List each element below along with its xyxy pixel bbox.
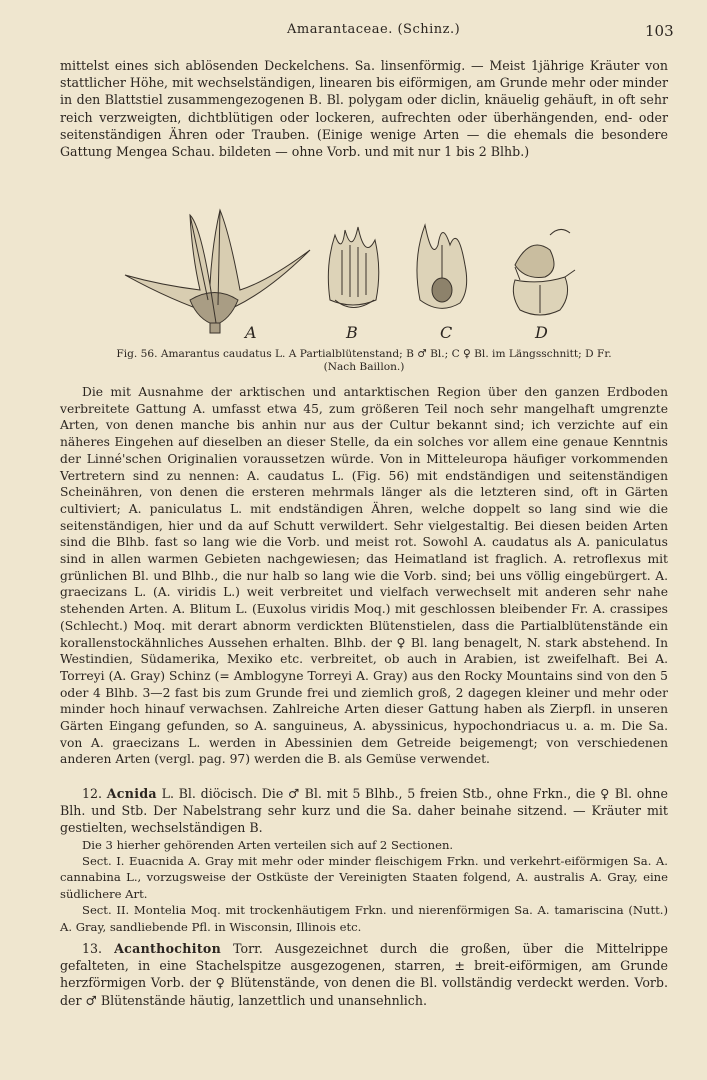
drawing-d: [513, 229, 575, 315]
page-number: 103: [645, 22, 674, 40]
acnida-name: Acnida: [106, 786, 157, 801]
running-head: [0, 20, 707, 42]
acnida-section-2: Sect. II. Montelia Moq. mit trockenhäutigem Frkn. und nierenförmigen Sa. A. tamariscina (Nutt.) A. Gray, sandliebende Pfl. in Wisconsin, Illinois etc.: [60, 903, 668, 934]
figure-56: [120, 205, 600, 345]
acnida-description: L. Bl. diöcisch. Die ♂ Bl. mit 5 Blhb., 5 freien Stb., ohne Frkn., die ♀ Bl. ohne Blh. und Stb. Der Nabelstrang sehr kurz und die Sa. daher beinahe sitzend. — Kräuter mit gestielten, wechselständigen B.: [60, 786, 668, 836]
acnida-block: [60, 785, 668, 935]
caption-line-2: (Nach Baillon.): [323, 361, 405, 373]
running-title: Amarantaceae. (Schinz.): [287, 22, 461, 37]
figure-letter-a: A: [245, 323, 257, 342]
amarantus-illustration: [120, 205, 600, 345]
acanthochiton-description: Torr. Ausgezeichnet durch die großen, über die Mittelrippe gefalteten, in eine Stachelspitze ausgezogenen, starren, ± breit-eiförmigen, am Grunde herzförmigen Vorb. der ♀ Blütenstände, von denen die Bl. vollständig verdeckt werden. Vorb. der ♂ Blütenstände häutig, lanzettlich und unansehnlich.: [60, 941, 669, 1008]
acnida-sections-intro: Die 3 hierher gehörenden Arten verteilen sich auf 2 Sectionen.: [82, 837, 454, 852]
drawing-c: [417, 225, 467, 308]
acnida-number: 12.: [82, 786, 103, 801]
amarantus-paragraph-block: [60, 384, 668, 768]
acanthochiton-block: [60, 940, 668, 1009]
acnida-section-1: Sect. I. Euacnida A. Gray mit mehr oder minder fleischigem Frkn. und verkehrt-eiförmigen Sa. A. cannabina L., vorzugsweise der Ostküste der Vereinigten Staaten folgend, A. australis A. Gray, eine südlichere Art.: [60, 854, 668, 901]
drawing-b: [328, 227, 378, 308]
acanthochiton-number: 13.: [82, 941, 103, 956]
acanthochiton-name: Acanthochiton: [114, 941, 222, 956]
caption-line-1: Fig. 56. Amarantus caudatus L. A Partialblütenstand; B ♂ Bl.; C ♀ Bl. im Längsschnitt; D Fr.: [116, 348, 612, 360]
figure-letter-d: D: [535, 323, 548, 342]
top-paragraph: mittelst eines sich ablösenden Deckelchens. Sa. linsenförmig. — Meist 1jährige Kräuter von stattlicher Höhe, mit wechselständigen, linearen bis eiförmigen, am Grunde mehr oder minder in den Blattstiel zusammengezogenen B. Bl. polygam oder diclin, knäuelig gehäuft, in oft sehr reich verzweigten, dichtblütigen oder lockeren, aufrechten oder überhängenden, end- oder seitenständigen Ähren oder Trauben. (Einige wenige Arten — die ehemals die besondere Gattung Mengea Schau. bildeten — ohne Vorb. und mit nur 1 bis 2 Blhb.): [60, 58, 668, 160]
figure-letter-b: B: [346, 323, 358, 342]
drawing-a: [125, 210, 310, 333]
amarantus-paragraph: Die mit Ausnahme der arktischen und antarktischen Region über den ganzen Erdboden verbreitete Gattung A. umfasst etwa 45, zum größeren Teil noch sehr mangelhaft umgrenzte Arten, von denen manche bis anhin nur aus der Cultur bekannt sind; ich verzichte auf ein näheres Eingehen auf dieselben an dieser Stelle, da ein solches vor allem eine genaue Kenntnis der Linné'schen Originalien voraussetzen würde. Von in Mitteleuropa häufiger vorkommenden Vertretern sind zu nennen: A. caudatus L. (Fig. 56) mit endständigen und seitenständigen Scheinähren, von denen die ersteren mehrmals länger als die letzteren sind, oft in Gärten cultiviert; A. paniculatus L. mit endständigen Ähren, welche doppelt so lang sind wie die seitenständigen, hier und da auf Schutt verwildert. Sehr vielgestaltig. Bei diesen beiden Arten sind die Blhb. fast so lang wie die Vorb. und meist rot. Sowohl A. caudatus als A. paniculatus sind in allen warmen Gebieten nachgewiesen; das Heimatland ist fraglich. A. retroflexus mit grünlichen Bl. und Blhb., die nur halb so lang wie die Vorb. sind; bei uns völlig eingebürgert. A. graecizans L. (A. viridis L.) weit verbreitet und vielfach verwechselt mit anderen sehr nahe stehenden Arten. A. Blitum L. (Euxolus viridis Moq.) mit geschlossen bleibender Fr. A. crassipes (Schlecht.) Moq. mit derart abnorm verdickten Blütenstielen, dass die Partialblütenstände ein korallenstockähnliches Aussehen erhalten. Blhb. der ♀ Bl. lang benagelt, N. stark abstehend. In Westindien, Südamerika, Mexiko etc. verbreitet, ob auch in Arabien, ist zweifelhaft. Bei A. Torreyi (A. Gray) Schinz (= Amblogyne Torreyi A. Gray) aus den Rocky Mountains sind von den 5 oder 4 Blhb. 3—2 fast bis zum Grunde frei und ziemlich groß, 2 dagegen kleiner und mehr oder minder hoch hinauf verwachsen. Zahlreiche Arten dieser Gattung haben als Zierpfl. in unseren Gärten Eingang gefunden, so A. sanguineus, A. abyssinicus, hypochondriacus u. a. m. Die Sa. von A. graecizans L. werden in Abessinien dem Getreide beigemengt; von verschiedenen anderen Arten (vergl. pag. 97) werden die B. als Gemüse verwendet.: [60, 385, 668, 767]
figure-letter-c: C: [440, 323, 453, 342]
figure-caption: [60, 348, 668, 374]
top-paragraph-block: [60, 57, 668, 160]
